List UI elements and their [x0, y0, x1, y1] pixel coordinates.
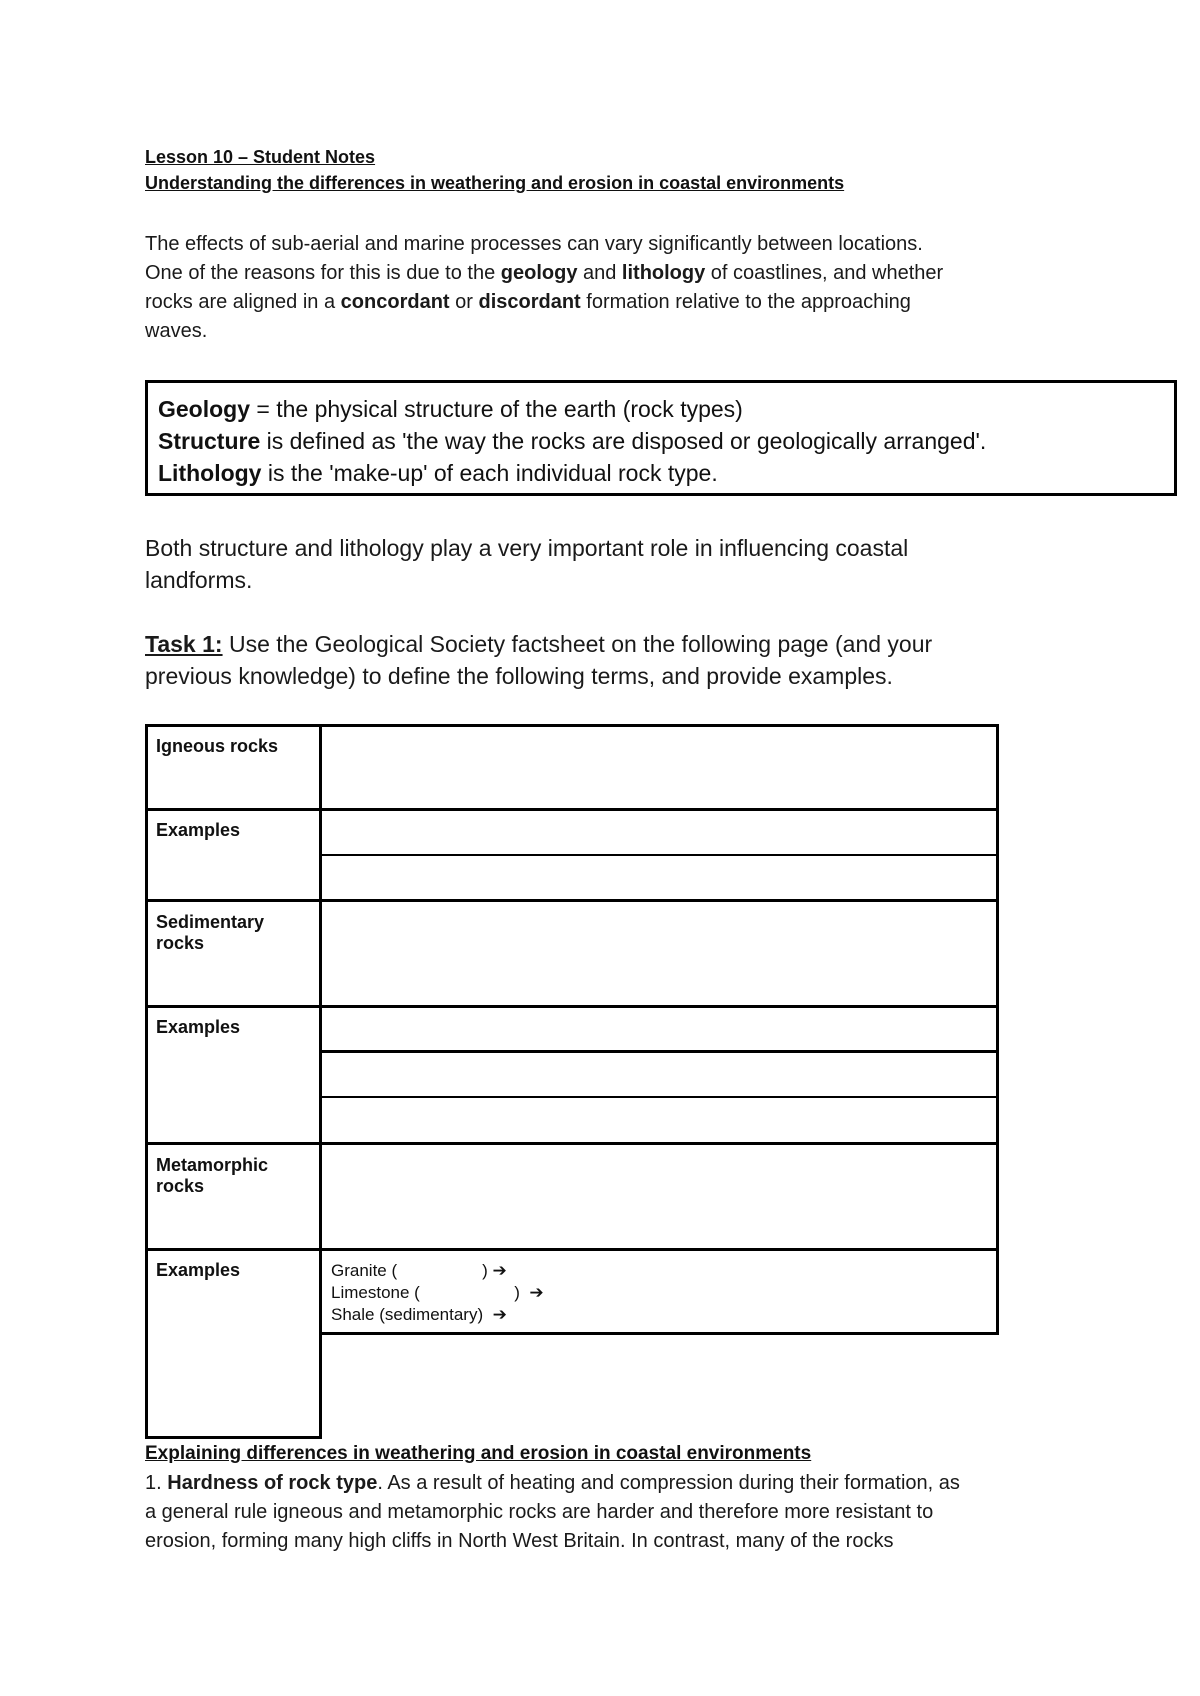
label-igneous-rocks: Igneous rocks	[156, 736, 279, 756]
lesson-subtitle: Understanding the differences in weathering and erosion in coastal environments	[145, 173, 845, 193]
intro-line-2: One of the reasons for this is due to the geology and lithology of coastlines, and whether	[145, 262, 944, 284]
task-1-label: Task 1:	[145, 631, 223, 657]
intro-line-3: rocks are aligned in a concordant or discordant formation relative to the approaching	[145, 291, 911, 313]
label-igneous-examples: Examples	[156, 820, 241, 840]
hardness-paragraph: 1. Hardness of rock type. As a result of heating and compression during their formation, as a general rule igneous and metamorphic rocks are harder and therefore more resistant to erosion, forming many high cliffs in North West Britain. In contrast, many of the rocks	[145, 1472, 960, 1552]
definition-lithology: Lithology is the 'make-up' of each individual rock type.	[158, 460, 718, 486]
example-granite: Granite ( ) ➔	[331, 1261, 507, 1280]
label-metamorphic-examples: Examples	[156, 1260, 241, 1280]
explaining-heading: Explaining differences in weathering and erosion in coastal environments	[145, 1443, 812, 1464]
example-limestone: Limestone ( ) ➔	[331, 1283, 544, 1302]
task-1-instructions: Task 1: Use the Geological Society factsheet on the following page (and your previous knowledge) to define the following terms, and provide examples.	[145, 631, 933, 689]
lesson-title: Lesson 10 – Student Notes	[145, 147, 376, 167]
intro-line-1: The effects of sub-aerial and marine processes can vary significantly between locations.	[145, 233, 923, 255]
hardness-term: Hardness of rock type	[167, 1472, 378, 1494]
example-shale: Shale (sedimentary) ➔	[331, 1305, 507, 1324]
label-sedimentary-examples: Examples	[156, 1017, 241, 1037]
label-metamorphic-rocks: Metamorphic rocks	[156, 1155, 269, 1196]
structure-lithology-paragraph: Both structure and lithology play a very important role in influencing coastal landforms.	[145, 535, 909, 593]
definition-geology: Geology = the physical structure of the earth (rock types)	[158, 396, 743, 422]
definition-structure: Structure is defined as 'the way the rocks are disposed or geologically arranged'.	[158, 428, 987, 454]
label-sedimentary-rocks: Sedimentary rocks	[156, 912, 265, 953]
intro-line-4: waves.	[145, 320, 208, 342]
